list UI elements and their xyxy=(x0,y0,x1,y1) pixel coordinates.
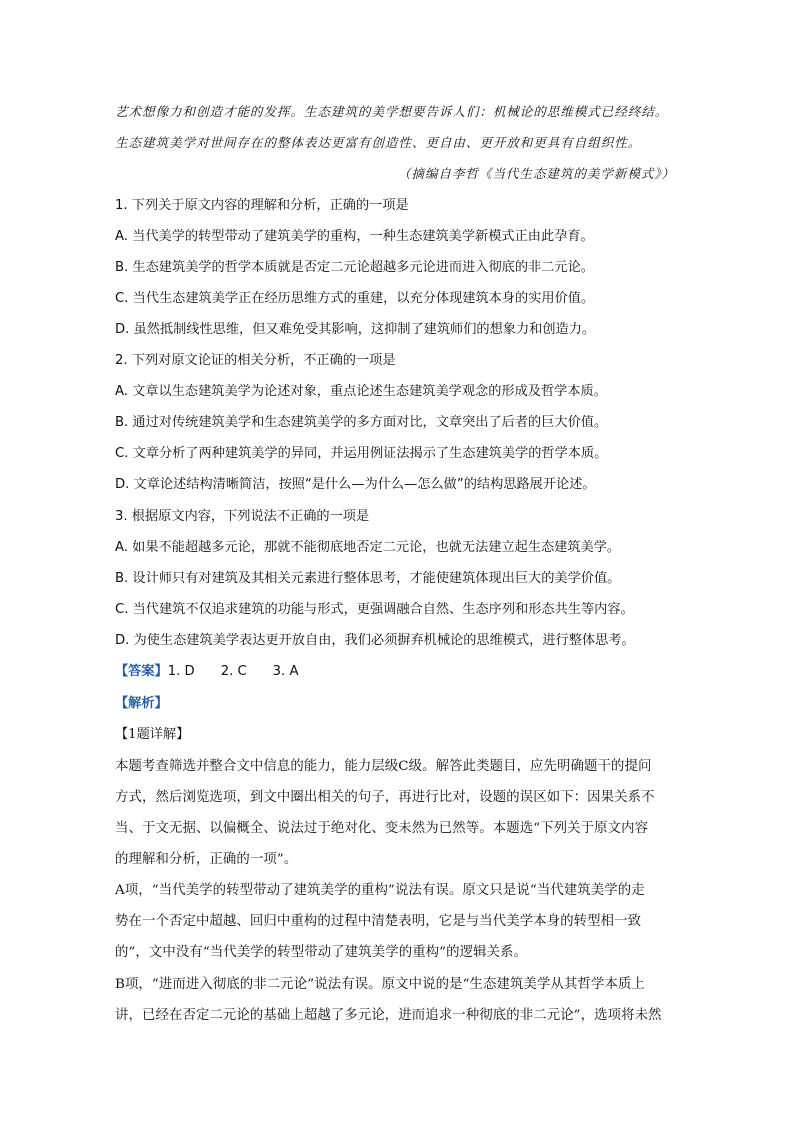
analysis-paragraph-line-6: 势在一个否定中超越、回归中重构的过程中清楚表明，它是与当代美学本身的转型相一致 xyxy=(115,914,642,929)
question-2-option-a: A. 文章以生态建筑美学为论述对象，重点论述生态建筑美学观念的形成及哲学本质。 xyxy=(115,384,607,399)
analysis-paragraph-line-3: 当、于文无据、以偏概全、说法过于绝对化、变未然为已然等。本题选“下列关于原文内容 xyxy=(115,821,649,836)
question-1-option-c: C. 当代生态建筑美学正在经历思维方式的重建，以充分体现建筑本身的实用价值。 xyxy=(115,291,595,306)
analysis-paragraph-line-1: 本题考查筛选并整合文中信息的能力，能力层级C级。解答此类题目，应先明确题干的提问 xyxy=(115,759,652,774)
analysis-paragraph-line-4: 的理解和分析，正确的一项”。 xyxy=(115,852,298,867)
question-3-option-a: A. 如果不能超越多元论，那就不能彻底地否定二元论，也就无法建立起生态建筑美学。 xyxy=(115,540,621,555)
analysis-tag: 【解析】 xyxy=(115,696,168,711)
analysis-paragraph-line-7: 的”，文中没有“当代美学的转型带动了建筑美学的重构”的逻辑关系。 xyxy=(115,945,528,960)
passage-line-1: 艺术想像力和创造才能的发挥。生态建筑的美学想要告诉人们：机械论的思维模式已经终结。 xyxy=(115,104,669,119)
question-2-option-c: C. 文章分析了两种建筑美学的异同，并运用例证法揭示了生态建筑美学的哲学本质。 xyxy=(115,446,608,461)
passage-line-2: 生态建筑美学对世间存在的整体表达更富有创造性、更自由、更开放和更具有自组织性。 xyxy=(115,135,642,150)
question-1-stem: 1. 下列关于原文内容的理解和分析，正确的一项是 xyxy=(115,198,409,213)
question-2-option-b: B. 通过对传统建筑美学和生态建筑美学的多方面对比，文章突出了后者的巨大价值。 xyxy=(115,415,608,430)
passage-source: （摘编自李哲《当代生态建筑的美学新模式》） xyxy=(397,166,675,181)
question-2-option-d: D. 文章论述结构清晰简洁，按照“是什么—为什么—怎么做”的结构思路展开论述。 xyxy=(115,477,596,492)
question-1-option-b: B. 生态建筑美学的哲学本质就是否定二元论超越多元论进而进入彻底的非二元论。 xyxy=(115,260,594,275)
answer-line xyxy=(115,662,685,682)
question-3-option-b: B. 设计师只有对建筑及其相关元素进行整体思考，才能使建筑体现出巨大的美学价值。 xyxy=(115,571,621,586)
answer-item-2: 2. C xyxy=(220,664,247,679)
analysis-paragraph-line-5: A项，“当代美学的转型带动了建筑美学的重构”说法有误。原文只是说“当代建筑美学的走 xyxy=(115,883,645,898)
analysis-paragraph-line-8: B项，“进而进入彻底的非二元论”说法有误。原文中说的是“生态建筑美学从其哲学本质上 xyxy=(115,977,645,992)
question-2-stem: 2. 下列对原文论证的相关分析，不正确的一项是 xyxy=(115,353,396,368)
detail-heading: 【1题详解】 xyxy=(115,727,190,742)
question-1-option-d: D. 虽然抵制线性思维，但又难免受其影响，这抑制了建筑师们的想象力和创造力。 xyxy=(115,322,596,337)
question-3-option-c: C. 当代建筑不仅追求建筑的功能与形式，更强调融合自然、生态序列和形态共生等内容。 xyxy=(115,602,634,617)
answer-item-3: 3. A xyxy=(272,664,299,679)
answer-tag: 【答案】 xyxy=(115,664,168,679)
analysis-paragraph-line-2: 方式，然后浏览选项，到文中圈出相关的句子，再进行比对，设题的误区如下：因果关系不 xyxy=(115,790,655,805)
question-3-stem: 3. 根据原文内容，下列说法不正确的一项是 xyxy=(115,509,370,524)
analysis-paragraph-line-9: 讲，已经在否定二元论的基础上超越了多元论，进而追求一种彻底的非二元论”，选项将未然 xyxy=(115,1008,662,1023)
answer-item-1: 1. D xyxy=(167,664,195,679)
question-1-option-a: A. 当代美学的转型带动了建筑美学的重构，一种生态建筑美学新模式正由此孕育。 xyxy=(115,229,594,244)
question-3-option-d: D. 为使生态建筑美学表达更开放自由，我们必须摒弃机械论的思维模式，进行整体思考。 xyxy=(115,633,635,648)
analysis-line xyxy=(115,694,685,714)
